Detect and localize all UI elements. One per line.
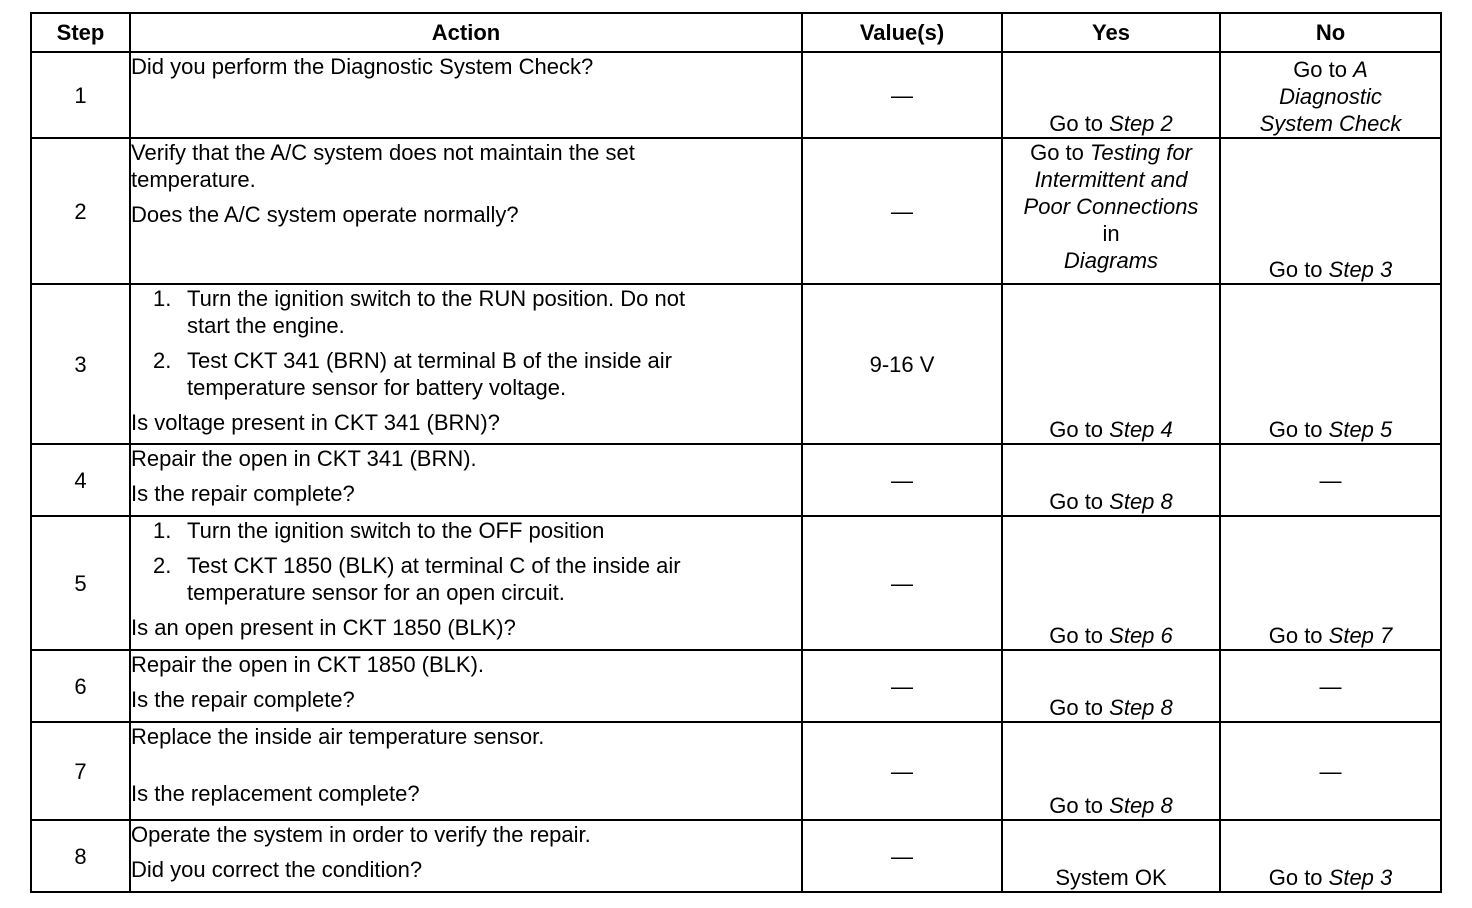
step-number: 3: [31, 284, 130, 444]
subitem-text: temperature sensor for battery voltage.: [187, 375, 567, 400]
no-link[interactable]: Step 3: [1328, 257, 1393, 282]
subitem-number: 2.: [153, 348, 172, 373]
no-cell: [1220, 516, 1441, 650]
value-cell: 9-16 V: [802, 284, 1002, 444]
step-number: 5: [31, 516, 130, 650]
value-cell: —: [802, 444, 1002, 516]
no-link[interactable]: A: [1353, 57, 1368, 82]
action-question: Is the replacement complete?: [131, 781, 420, 806]
step-number: 2: [31, 138, 130, 284]
no-link[interactable]: Diagnostic: [1279, 84, 1382, 109]
yes-prefix: Go to: [1049, 623, 1110, 648]
action-text: temperature.: [131, 167, 256, 192]
subitem-number: 2.: [153, 553, 172, 578]
no-cell: —: [1220, 444, 1441, 516]
yes-link[interactable]: Step 8: [1109, 793, 1173, 818]
action-text: Replace the inside air temperature sensor.: [131, 724, 545, 749]
yes-link[interactable]: Diagrams: [1063, 248, 1159, 273]
subitem-text: start the engine.: [187, 313, 345, 338]
subitem-text: Test CKT 1850 (BLK) at terminal C of the inside air: [187, 553, 681, 578]
action-subitem: [153, 285, 801, 339]
value-cell: —: [802, 820, 1002, 892]
table-row: [31, 284, 1441, 444]
yes-link[interactable]: Step 2: [1109, 111, 1173, 136]
no-cell: [1220, 138, 1441, 284]
no-link[interactable]: Step 3: [1328, 865, 1393, 890]
yes-cell: [1002, 722, 1220, 820]
yes-link[interactable]: Step 6: [1109, 623, 1173, 648]
no-cell: —: [1220, 722, 1441, 820]
no-cell: [1220, 284, 1441, 444]
action-question: Does the A/C system operate normally?: [131, 202, 519, 227]
yes-link[interactable]: Step 4: [1109, 417, 1173, 442]
yes-result: System OK: [1055, 865, 1167, 890]
table-row: [31, 138, 1441, 284]
yes-cell: [1002, 284, 1220, 444]
header-action: Action: [130, 13, 802, 52]
action-subitem: [153, 552, 801, 606]
no-link[interactable]: Step 7: [1328, 623, 1393, 648]
diagnostic-table-frame: [30, 12, 1440, 892]
subitem-number: 1.: [153, 518, 172, 543]
yes-prefix: Go to: [1049, 417, 1110, 442]
action-question: Is the repair complete?: [131, 481, 355, 506]
table-row: [31, 444, 1441, 516]
subitem-text: Test CKT 341 (BRN) at terminal B of the inside air: [187, 348, 673, 373]
action-question: Did you correct the condition?: [131, 857, 423, 882]
table-row: [31, 516, 1441, 650]
yes-cell: [1002, 138, 1220, 284]
yes-link[interactable]: Step 8: [1109, 695, 1173, 720]
step-number: 1: [31, 52, 130, 138]
diagnostic-table: [30, 12, 1442, 893]
yes-prefix: Go to: [1049, 793, 1110, 818]
value-cell: —: [802, 138, 1002, 284]
yes-cell: [1002, 820, 1220, 892]
action-question: Is voltage present in CKT 341 (BRN)?: [131, 410, 500, 435]
value-cell: —: [802, 650, 1002, 722]
action-cell: [130, 650, 802, 722]
header-no: No: [1220, 13, 1441, 52]
yes-link[interactable]: Step 8: [1109, 489, 1173, 514]
no-prefix: Go to: [1268, 417, 1329, 442]
header-step: Step: [31, 13, 130, 52]
subitem-text: Turn the ignition switch to the RUN position. Do not: [187, 286, 686, 311]
table-row: [31, 722, 1441, 820]
action-subitem: [153, 517, 801, 544]
action-cell: [130, 138, 802, 284]
step-number: 6: [31, 650, 130, 722]
step-number: 8: [31, 820, 130, 892]
action-cell: [130, 516, 802, 650]
value-cell: —: [802, 516, 1002, 650]
subitem-text: Turn the ignition switch to the OFF position: [187, 518, 605, 543]
step-number: 7: [31, 722, 130, 820]
no-prefix: Go to: [1293, 57, 1354, 82]
action-sublist: [131, 517, 801, 606]
yes-cell: [1002, 516, 1220, 650]
yes-prefix: Go to: [1049, 489, 1110, 514]
value-cell: —: [802, 52, 1002, 138]
action-text: Repair the open in CKT 341 (BRN).: [131, 446, 477, 471]
no-cell: [1220, 52, 1441, 138]
no-prefix: Go to: [1268, 623, 1329, 648]
yes-cell: [1002, 52, 1220, 138]
action-question: Did you perform the Diagnostic System Check?: [131, 54, 594, 79]
yes-link[interactable]: Intermittent and: [1034, 167, 1188, 192]
yes-link[interactable]: Poor Connections: [1023, 194, 1199, 219]
action-cell: [130, 820, 802, 892]
yes-prefix: Go to: [1049, 695, 1110, 720]
action-text: Operate the system in order to verify the repair.: [131, 822, 591, 847]
yes-cell: [1002, 444, 1220, 516]
table-row: [31, 650, 1441, 722]
subitem-number: 1.: [153, 286, 172, 311]
value-cell: —: [802, 722, 1002, 820]
header-values: Value(s): [802, 13, 1002, 52]
no-cell: —: [1220, 650, 1441, 722]
yes-mid: in: [1102, 221, 1120, 246]
yes-prefix: Go to: [1030, 140, 1090, 165]
no-prefix: Go to: [1268, 865, 1329, 890]
step-number: 4: [31, 444, 130, 516]
yes-prefix: Go to: [1049, 111, 1110, 136]
action-subitem: [153, 347, 801, 401]
no-cell: [1220, 820, 1441, 892]
yes-cell: [1002, 650, 1220, 722]
header-yes: Yes: [1002, 13, 1220, 52]
action-cell: [130, 444, 802, 516]
action-text: Verify that the A/C system does not maintain the set: [131, 140, 635, 165]
no-link[interactable]: System Check: [1259, 111, 1402, 136]
no-link[interactable]: Step 5: [1328, 417, 1393, 442]
action-cell: [130, 722, 802, 820]
action-cell: [130, 52, 802, 138]
table-row: [31, 820, 1441, 892]
no-prefix: Go to: [1268, 257, 1329, 282]
yes-link[interactable]: Testing for: [1090, 140, 1192, 165]
action-question: Is an open present in CKT 1850 (BLK)?: [131, 615, 516, 640]
action-text: Repair the open in CKT 1850 (BLK).: [131, 652, 485, 677]
subitem-text: temperature sensor for an open circuit.: [187, 580, 565, 605]
action-question: Is the repair complete?: [131, 687, 355, 712]
header-row: [31, 13, 1441, 52]
action-cell: [130, 284, 802, 444]
table-row: [31, 52, 1441, 138]
action-sublist: [131, 285, 801, 401]
